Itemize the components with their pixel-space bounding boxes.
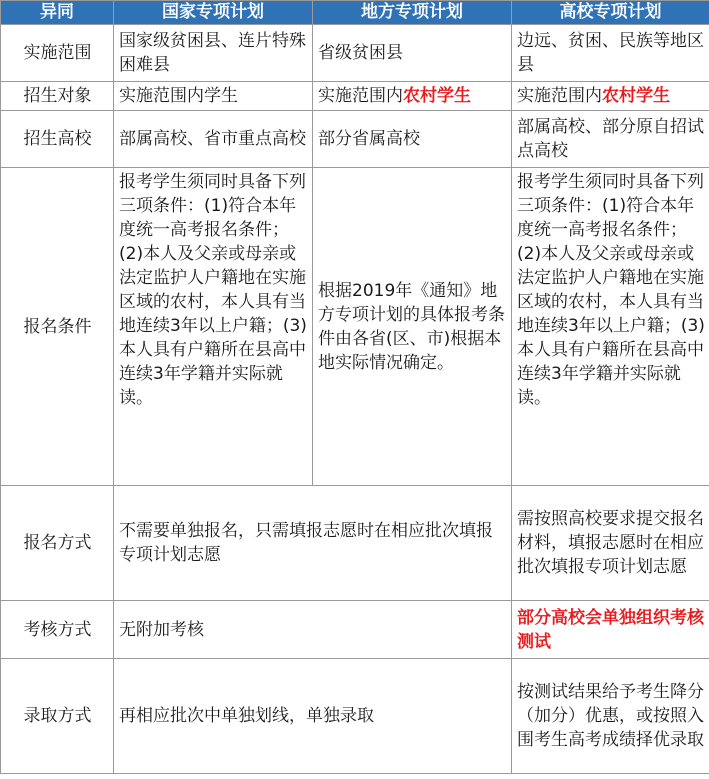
cell-schools-national: 部属高校、省市重点高校 [114, 111, 313, 168]
row-label-target: 招生对象 [1, 82, 114, 111]
target-university-highlight: 农村学生 [602, 86, 670, 106]
row-assessment [1, 601, 709, 659]
cell-schools-local: 部分省属高校 [313, 111, 512, 168]
row-scope [1, 25, 709, 82]
header-row [1, 1, 709, 25]
row-label-method: 报名方式 [1, 486, 114, 601]
header-local-plan: 地方专项计划 [313, 1, 512, 25]
row-schools [1, 111, 709, 168]
row-admission [1, 659, 709, 774]
row-method [1, 486, 709, 601]
cell-method-national-local: 不需要单独报名，只需填报志愿时在相应批次填报专项计划志愿 [114, 486, 512, 601]
cell-method-university: 需按照高校要求提交报名材料，填报志愿时在相应批次填报专项计划志愿 [512, 486, 709, 601]
row-label-admission: 录取方式 [1, 659, 114, 774]
cell-target-national: 实施范围内学生 [114, 82, 313, 111]
target-university-prefix: 实施范围内 [517, 86, 602, 106]
cell-scope-university: 边远、贫困、民族等地区县 [512, 25, 709, 82]
header-diff: 异同 [1, 1, 114, 25]
row-label-assessment: 考核方式 [1, 601, 114, 659]
cell-conditions-local: 根据2019年《通知》地方专项计划的具体报考条件由各省(区、市)根据本地实际情况确定。 [313, 168, 512, 486]
header-university-plan: 高校专项计划 [512, 1, 709, 25]
row-conditions [1, 168, 709, 486]
row-label-conditions: 报名条件 [1, 168, 114, 486]
target-local-highlight: 农村学生 [403, 86, 471, 106]
cell-schools-university: 部属高校、部分原自招试点高校 [512, 111, 709, 168]
cell-conditions-national: 报考学生须同时具备下列三项条件：(1)符合本年度统一高考报名条件；(2)本人及父亲或母亲或法定监护人户籍地在实施区域的农村，本人具有当地连续3年以上户籍；(3)本人具有户籍所在县高中连续3年学籍并实际就读。 [114, 168, 313, 486]
row-label-schools: 招生高校 [1, 111, 114, 168]
cell-scope-local: 省级贫困县 [313, 25, 512, 82]
target-local-prefix: 实施范围内 [318, 86, 403, 106]
row-target [1, 82, 709, 111]
header-national-plan: 国家专项计划 [114, 1, 313, 25]
cell-admission-university: 按测试结果给予考生降分（加分）优惠，或按照入围考生高考成绩择优录取 [512, 659, 709, 774]
cell-assessment-national-local: 无附加考核 [114, 601, 512, 659]
cell-target-local [313, 82, 512, 111]
cell-assessment-university: 部分高校会单独组织考核测试 [512, 601, 709, 659]
cell-scope-national: 国家级贫困县、连片特殊困难县 [114, 25, 313, 82]
cell-target-university [512, 82, 709, 111]
row-label-scope: 实施范围 [1, 25, 114, 82]
cell-conditions-university: 报考学生须同时具备下列三项条件：(1)符合本年度统一高考报名条件；(2)本人及父亲或母亲或法定监护人户籍地在实施区域的农村，本人具有当地连续3年以上户籍；(3)本人具有户籍所在县高中连续3年学籍并实际就读。 [512, 168, 709, 486]
cell-admission-national-local: 再相应批次中单独划线，单独录取 [114, 659, 512, 774]
